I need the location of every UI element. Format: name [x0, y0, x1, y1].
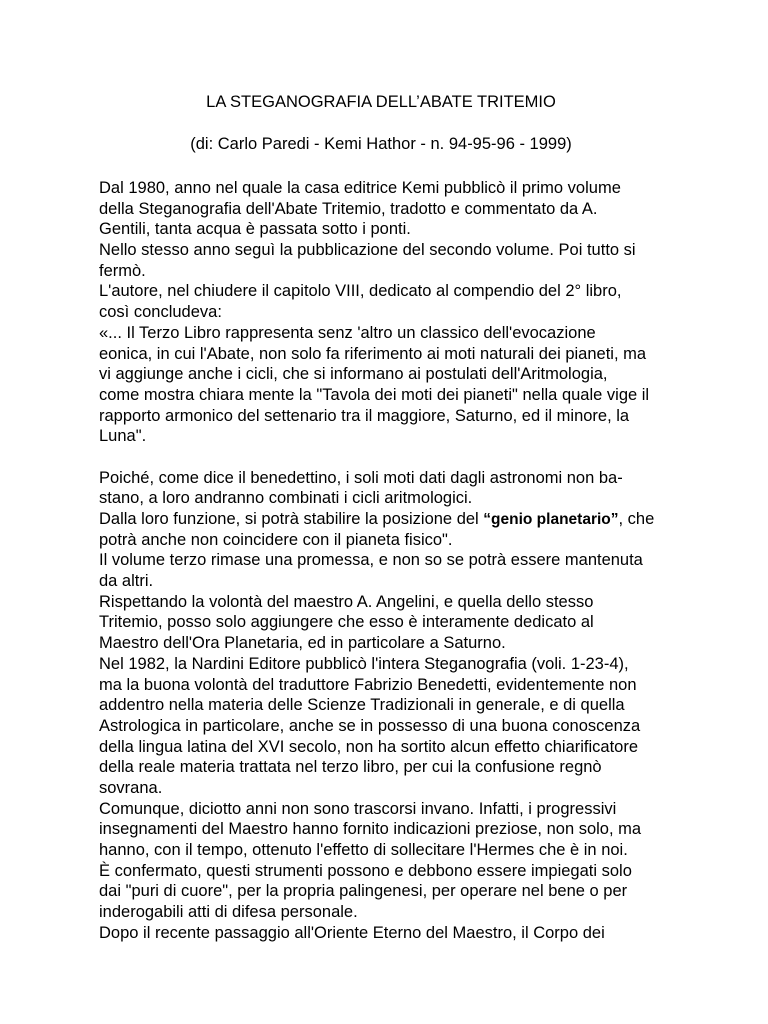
byline: (di: Carlo Paredi - Kemi Hathor - n. 94-95-96 - 1999) [190, 135, 572, 153]
text-line: addentro nella materia delle Scienze Tradizionali in generale, e di quella [99, 696, 625, 715]
text-line: Comunque, diciotto anni non sono trascorsi invano. Infatti, i progressivi [99, 799, 617, 818]
text-line: Nello stesso anno seguì la pubblicazione del secondo volume. Poi tutto si [99, 241, 636, 260]
text-line: Astrologica in particolare, anche se in possesso di una buona conoscenza [99, 716, 641, 735]
text-line: rapporto armonico del settenario tra il maggiore, Saturno, ed il minore, la [99, 406, 630, 425]
text-line: fermò. [99, 261, 146, 280]
body-text [99, 178, 719, 943]
text-line: insegnamenti del Maestro hanno fornito indicazioni preziose, non solo, ma [99, 820, 642, 839]
text-line: Maestro dell'Ora Planetaria, ed in particolare a Saturno. [99, 634, 506, 653]
text-line: della Steganografia dell'Abate Tritemio, tradotto e commentato da A. [99, 199, 598, 218]
paragraph-gap [99, 447, 719, 468]
text-line: inderogabili atti di difesa personale. [99, 903, 358, 922]
text-line: «... Il Terzo Libro rappresenta senz 'altro un classico dell'evocazione [99, 323, 596, 342]
text-line: così concludeva: [99, 303, 222, 322]
text-line: potrà anche non coincidere con il pianeta fisico". [99, 530, 453, 549]
text-line-funzione [99, 509, 719, 530]
text-line: ma la buona volontà del traduttore Fabrizio Benedetti, evidentemente non [99, 675, 637, 694]
text-line: della lingua latina del XVI secolo, non ha sortito alcun effetto chiarificatore [99, 737, 639, 756]
text-line: Luna". [99, 427, 147, 446]
text-line: Gentili, tanta acqua è passata sotto i ponti. [99, 220, 411, 239]
text-line: eonica, in cui l'Abate, non solo fa riferimento ai moti naturali dei pianeti, ma [99, 344, 647, 363]
text-line: vi aggiunge anche i cicli, che si informano ai postulati dell'Aritmologia, [99, 365, 608, 384]
text-line: Rispettando la volontà del maestro A. Angelini, e quella dello stesso [99, 592, 594, 611]
text-line: Dopo il recente passaggio all'Oriente Eterno del Maestro, il Corpo dei [99, 923, 605, 942]
text-line: come mostra chiara mente la "Tavola dei moti dei pianeti" nella quale vige il [99, 385, 650, 404]
text-line: della reale materia trattata nel terzo libro, per cui la confusione regnò [99, 758, 602, 777]
text-line: da altri. [99, 572, 154, 591]
text-line: Nel 1982, la Nardini Editore pubblicò l'intera Steganografia (voli. 1-23-4), [99, 654, 629, 673]
text-line: stano, a loro andranno combinati i cicli aritmologici. [99, 489, 473, 508]
text-line: Tritemio, posso solo aggiungere che esso è interamente dedicato al [99, 613, 594, 632]
text-line: dai "puri di cuore", per la propria palingenesi, per operare nel bene o per [99, 882, 628, 901]
page-title: LA STEGANOGRAFIA DELL’ABATE TRITEMIO [206, 93, 556, 111]
text-segment: Dalla loro funzione, si potrà stabilire la posizione del [99, 510, 484, 528]
text-line: Dal 1980, anno nel quale la casa editrice Kemi pubblicò il primo volume [99, 179, 621, 197]
text-line: Poiché, come dice il benedettino, i soli moti dati dagli astronomi non ba- [99, 468, 623, 487]
text-line: L'autore, nel chiudere il capitolo VIII, dedicato al compendio del 2° libro, [99, 282, 622, 301]
text-line: È confermato, questi strumenti possono e debbono essere impiegati solo [99, 861, 632, 880]
text-segment: , che [618, 510, 655, 528]
text-line: Il volume terzo rimase una promessa, e non so se potrà essere mantenuta [99, 551, 643, 570]
text-line: sovrana. [99, 778, 163, 797]
text-line: hanno, con il tempo, ottenuto l'effetto di sollecitare l'Hermes che è in noi. [99, 841, 628, 859]
bold-term-genio-planetario: “genio planetario” [483, 511, 619, 528]
